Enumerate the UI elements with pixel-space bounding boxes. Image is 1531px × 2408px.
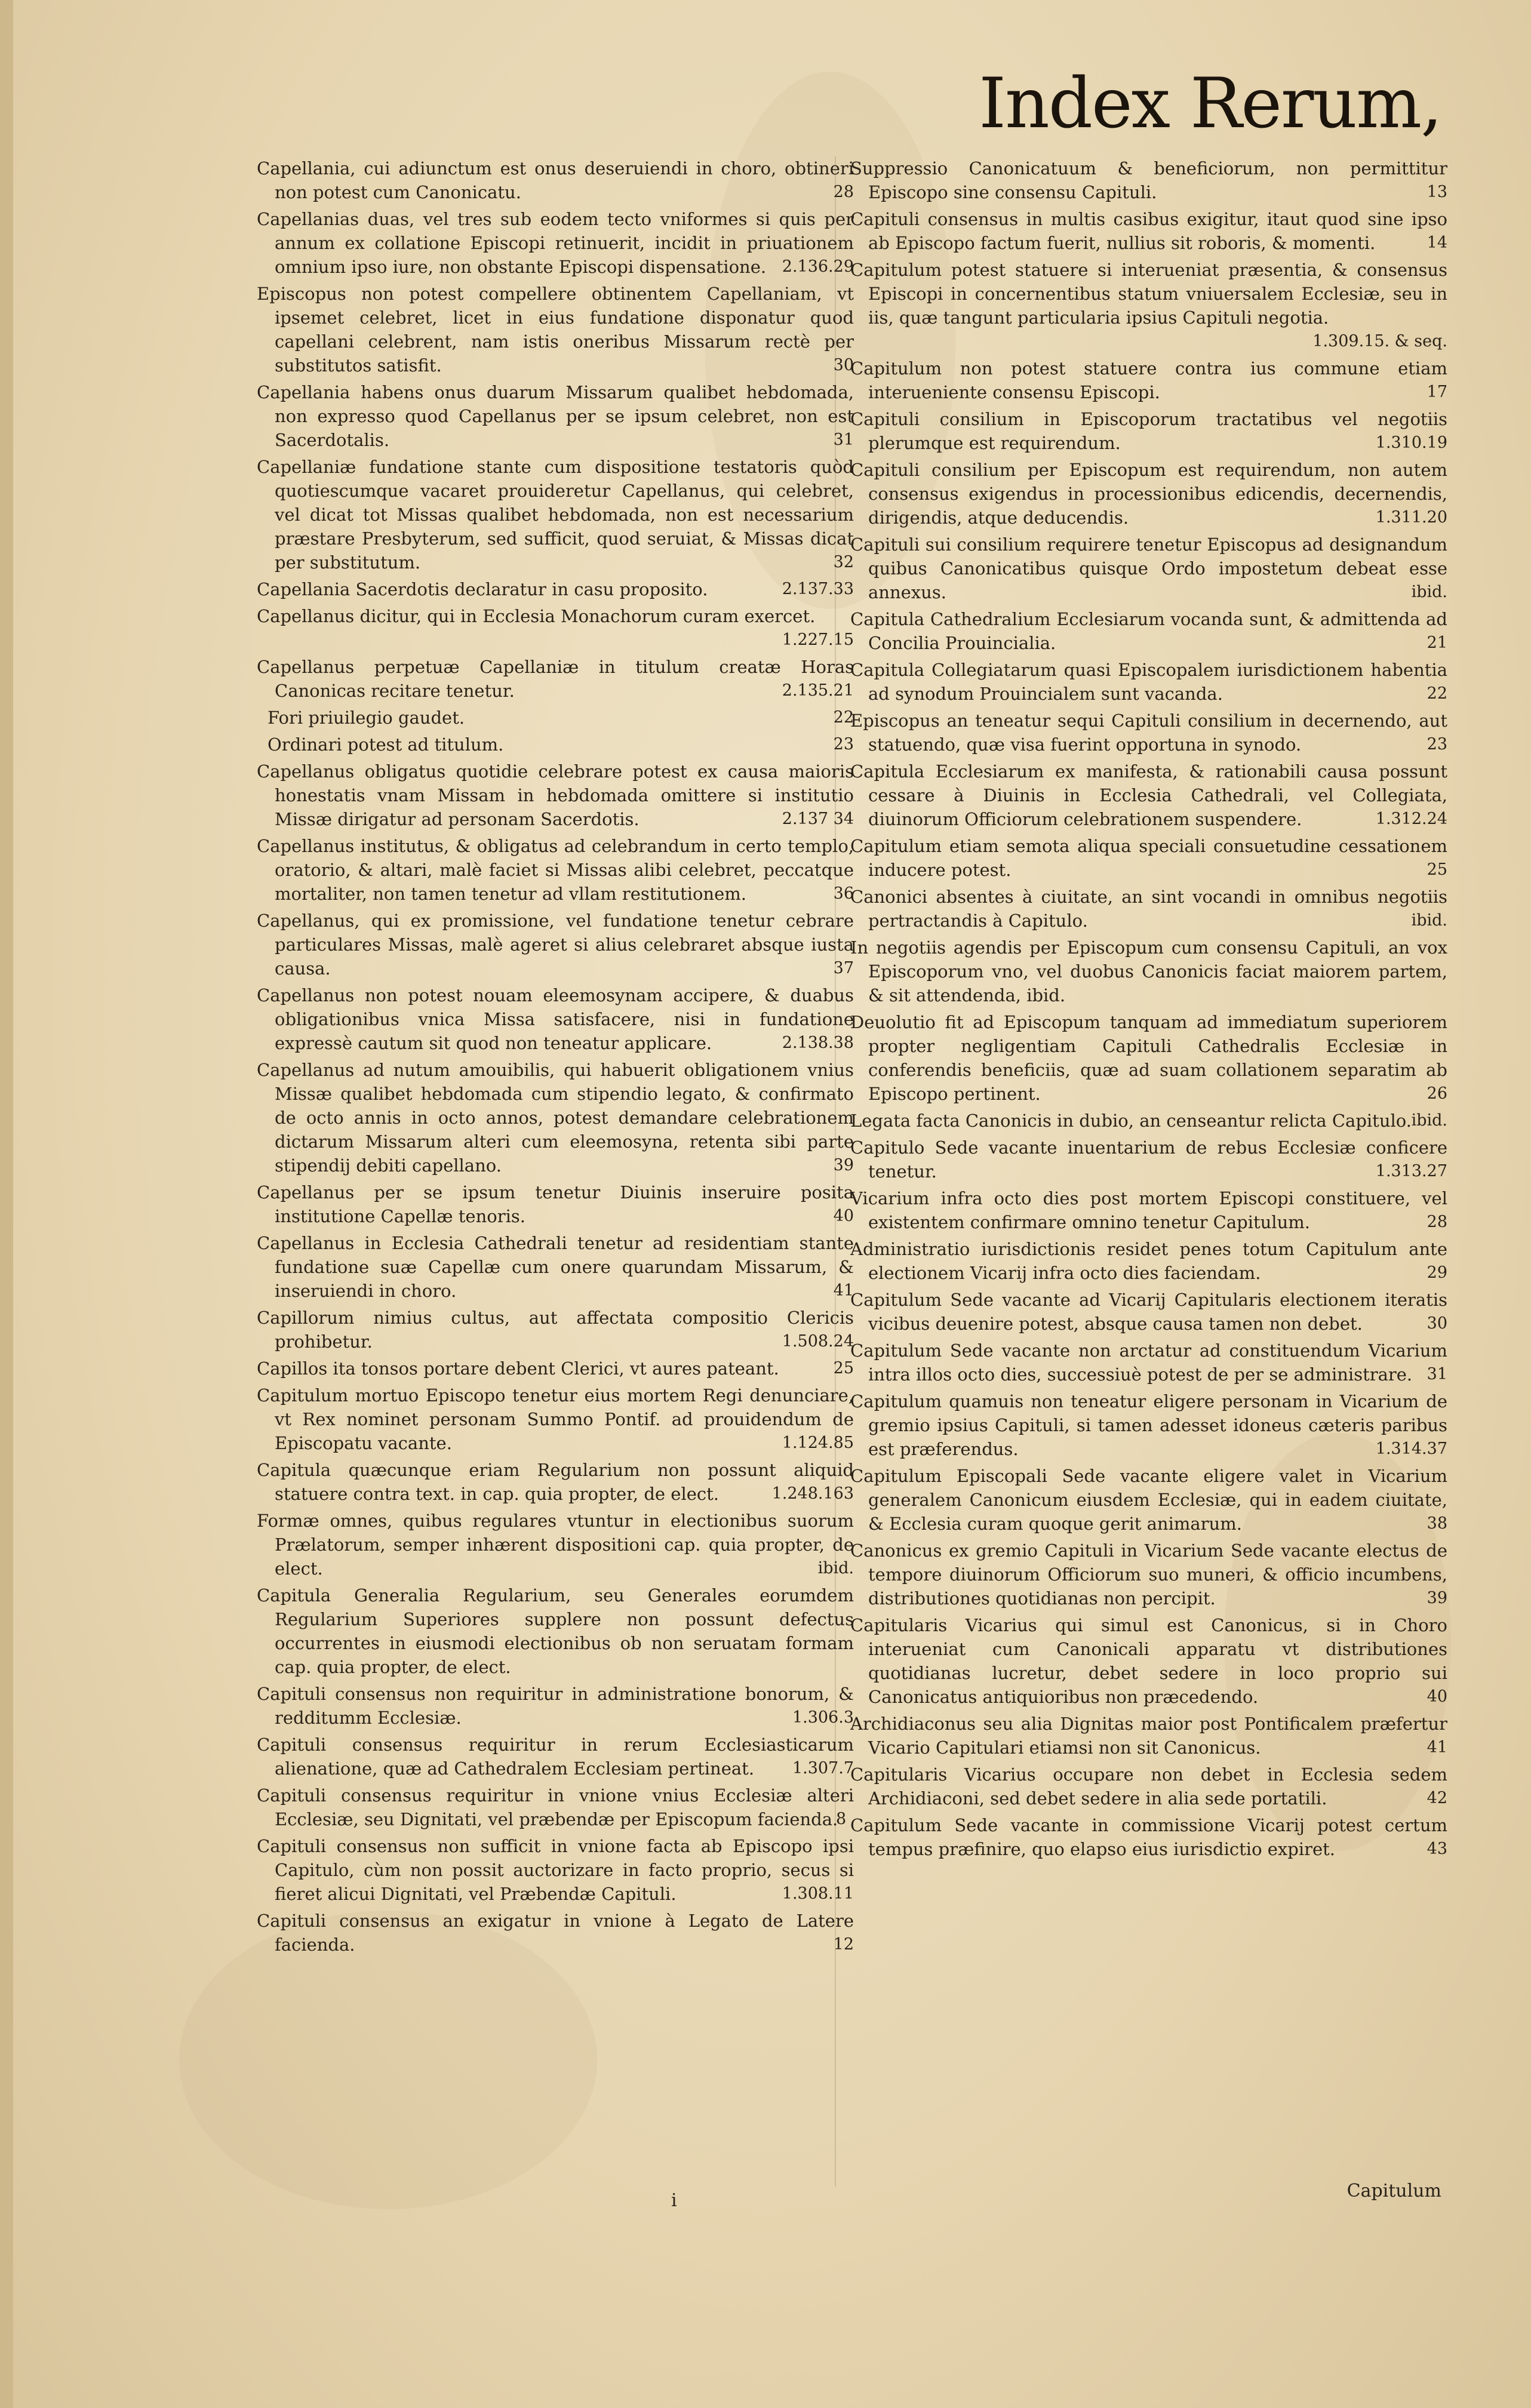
entry-reference: 2.136.29 xyxy=(782,257,854,276)
entry-reference: 30 xyxy=(1427,1314,1447,1333)
index-entry xyxy=(257,706,854,730)
entry-reference: 1.311.20 xyxy=(1375,508,1447,527)
index-entry xyxy=(850,1109,1447,1133)
entry-reference: ibid. xyxy=(1411,1111,1447,1130)
index-entry xyxy=(257,1783,854,1831)
entry-text: Capitulum non potest statuere contra ius commune etiam interueniente consensu Episcopi. xyxy=(850,358,1447,402)
index-entry xyxy=(257,380,854,452)
entry-text: Capitulum etiam semota aliqua speciali consuetudine cessationem inducere potest. xyxy=(850,836,1447,880)
index-entry xyxy=(257,1180,854,1228)
index-entry xyxy=(257,207,854,279)
entry-reference: 1.306.3 xyxy=(792,1708,854,1727)
index-entry xyxy=(850,1186,1447,1234)
entry-reference: 21 xyxy=(1427,633,1447,652)
index-entry xyxy=(257,1834,854,1906)
entry-reference: 36 xyxy=(833,884,854,903)
entry-text: Capituli consensus an exigatur in vnione à Legato de Latere facienda. xyxy=(257,1911,854,1955)
entry-text: Deuolutio fit ad Episcopum tanquam ad immediatum superiorem propter negligentiam Capituli Cathedralis Ecclesiæ in conferendis beneficiis, quæ ad suam collationem separatim ab Episcopo pertinent. xyxy=(850,1012,1447,1104)
index-entry xyxy=(257,1733,854,1780)
entry-reference: 1.307.7 xyxy=(792,1759,854,1777)
index-entry xyxy=(257,1383,854,1455)
entry-text: Suppressio Canonicatuum & beneficiorum, non permittitur Episcopo sine consensu Capituli. xyxy=(850,158,1447,202)
entry-text: Episcopus an teneatur sequi Capituli consilium in decernendo, aut statuendo, quæ visa fuerint opportuna in synodo. xyxy=(850,711,1447,755)
entry-reference: 43 xyxy=(1427,1840,1447,1858)
entry-reference: 28 xyxy=(1427,1213,1447,1231)
entry-text: Capitulum quamuis non teneatur eligere personam in Vicarium de gremio ipsius Capituli, si tamen adesset idoneus cæteris paribus est præferendus. xyxy=(850,1391,1447,1459)
index-entry xyxy=(257,834,854,906)
index-entry xyxy=(850,759,1447,831)
entry-reference: 1.124.85 xyxy=(782,1434,854,1452)
index-entry xyxy=(257,1357,854,1380)
entry-reference: 23 xyxy=(833,735,854,754)
entry-text: Capitula Generalia Regularium, seu Generales eorumdem Regularium Superiores supplere non possunt defectus occurrentes in eiusmodi electionibus ob non seruatam formam cap. quia propter, de elect. xyxy=(257,1585,854,1677)
entry-text: Capellanus, qui ex promissione, vel fundatione tenetur cebrare particulares Missas, malè ageret si alius celebraret absque iusta causa. xyxy=(257,911,854,979)
entry-reference: ibid. xyxy=(817,1559,854,1577)
index-entry xyxy=(257,604,854,652)
running-title: Index Rerum, xyxy=(979,63,1441,144)
index-entry xyxy=(850,936,1447,1007)
index-entry xyxy=(257,577,854,601)
index-entry xyxy=(257,909,854,980)
index-entry xyxy=(850,1339,1447,1386)
entry-text: Canonicus ex gremio Capituli in Vicarium Sede vacante electus de tempore diuinorum Officiorum suo muneri, & officio incumbens, distributiones quotidianas non percipit. xyxy=(850,1540,1447,1609)
entry-text: Capituli sui consilium requirere tenetur Episcopus ad designandum quibus Canonicatibus quisque Ordo impostetum debeat esse annexus. xyxy=(850,534,1447,602)
entry-reference: 42 xyxy=(1427,1789,1447,1807)
entry-text: Capitulum mortuo Episcopo tenetur eius mortem Regi denunciare, vt Rex nominet personam Summo Pontif. ad prouidendum de Episcopatu vacante. xyxy=(257,1385,854,1453)
entry-text: Capillorum nimius cultus, aut affectata compositio Clericis prohibetur. xyxy=(257,1308,854,1352)
entry-text: Capellanus institutus, & obligatus ad celebrandum in certo templo, oratorio, & altari, malè faciet si Missas alibi celebret, peccatque mortaliter, non tamen tenetur ad vllam restitutionem. xyxy=(257,836,854,904)
index-entry xyxy=(257,1509,854,1580)
index-entry xyxy=(257,1231,854,1303)
entry-text: Capellania Sacerdotis declaratur in casu proposito. xyxy=(257,579,708,599)
entry-reference: 1.248.163 xyxy=(771,1484,854,1503)
entry-reference: 22 xyxy=(833,708,854,727)
entry-text: Capellanus obligatus quotidie celebrare potest ex causa maioris honestatis vnam Missam in hebdomada omittere si institutio Missæ dirigatur ad personam Sacerdotis. xyxy=(257,761,854,829)
entry-text: Capituli consensus requiritur in rerum Ecclesiasticarum alienatione, quæ ad Cathedralem Ecclesiam pertineat. xyxy=(257,1735,854,1779)
entry-text: Capellania habens onus duarum Missarum qualibet hebdomada, non expresso quod Capellanus per se ipsum celebret, non est Sacerdotalis. xyxy=(257,382,854,450)
entry-text: Capellanus per se ipsum tenetur Diuinis inseruire posita institutione Capellæ tenoris. xyxy=(257,1182,854,1226)
entry-reference: 1.309.15. & seq. xyxy=(1312,332,1447,350)
entry-reference: 39 xyxy=(1427,1589,1447,1607)
entry-text: Capitularis Vicarius qui simul est Canonicus, si in Choro interueniat cum Canonicali apparatu vt distributiones quotidianas lucretur, debet sedere in loco proprio sui Canonicatus antiquioribus non præcedendo. xyxy=(850,1615,1447,1707)
entry-text: Capitulum Episcopali Sede vacante eligere valet in Vicarium generalem Canonicum eiusdem Ecclesiæ, qui in eadem ciuitate, & Ecclesia curam quoque gerit animarum. xyxy=(850,1466,1447,1534)
signature-mark: i xyxy=(671,2190,677,2211)
index-entry xyxy=(850,258,1447,353)
entry-text: Capituli consensus requiritur in vnione vnius Ecclesiæ alteri Ecclesiæ, seu Dignitati, vel præbendæ per Episcopum facienda. xyxy=(257,1785,854,1829)
entry-reference: 29 xyxy=(1427,1263,1447,1282)
entry-text: Fori priuilegio gaudet. xyxy=(268,708,465,728)
entry-text: Capellanus dicitur, qui in Ecclesia Monachorum curam exercet. xyxy=(257,606,816,626)
index-entry xyxy=(257,1682,854,1730)
index-entry xyxy=(850,1813,1447,1861)
index-entry xyxy=(850,458,1447,530)
index-entry xyxy=(850,533,1447,604)
entry-reference: 1.312.24 xyxy=(1375,810,1447,828)
index-entry xyxy=(850,1010,1447,1106)
entry-text: Capitula quæcunque eriam Regularium non possunt aliquid statuere contra text. in cap. quia propter, de elect. xyxy=(257,1460,854,1504)
index-entry xyxy=(257,282,854,377)
column-gutter xyxy=(835,156,836,2186)
entry-text: Capitula Collegiatarum quasi Episcopalem iurisdictionem habentia ad synodum Prouincialem sunt vacanda. xyxy=(850,660,1447,704)
entry-text: Capituli consilium in Episcoporum tractatibus vel negotiis plerumque est requirendum. xyxy=(850,409,1447,453)
entry-text: Capituli consensus in multis casibus exigitur, itaut quod sine ipso ab Episcopo factum fuerit, nullius sit roboris, & momenti. xyxy=(850,209,1447,253)
entry-text: Capitulum Sede vacante ad Vicarij Capitularis electionem iteratis vicibus deuenire potest, absque causa tamen non debet. xyxy=(850,1290,1447,1334)
entry-text: Capitulum Sede vacante non arctatur ad constituendum Vicarium intra illos octo dies, successiuè potest de per se administrare. xyxy=(850,1340,1447,1385)
index-entry xyxy=(850,156,1447,204)
entry-text: Capellaniæ fundatione stante cum dispositione testatoris quòd quotiescumque vacaret prouideretur Capellanus, qui celebret, vel dicat tot Missas qualibet hebdomada, non est necessarium præstare Presbyterum, sed sufficit, quod seruiat, & Missas dicat per substitutum. xyxy=(257,457,854,573)
entry-text: Capitulum potest statuere si interueniat præsentia, & consensus Episcopi in concernentibus statum vniuersalem Ecclesiæ, seu in iis, quæ tangunt particularia ipsius Capituli negotia. xyxy=(850,260,1447,328)
index-entry xyxy=(850,709,1447,756)
index-entry xyxy=(257,156,854,204)
entry-reference: ibid. xyxy=(1411,583,1447,601)
entry-text: Capitula Ecclesiarum ex manifesta, & rationabili causa possunt cessare à Diuinis in Ecclesia Cathedrali, vel Collegiata, diuinorum Officiorum celebrationem suspendere. xyxy=(850,761,1447,829)
entry-reference: 31 xyxy=(833,430,854,449)
entry-text: Vicarium infra octo dies post mortem Episcopi constituere, vel existentem confirmare omnino tenetur Capitulum. xyxy=(850,1188,1447,1232)
entry-text: Capitula Cathedralium Ecclesiarum vocanda sunt, & admittenda ad Concilia Prouincialia. xyxy=(850,609,1447,653)
index-entry xyxy=(257,1058,854,1177)
entry-text: Capellanus non potest nouam eleemosynam accipere, & duabus obligationibus vnica Missa satisfacere, nisi in fundatione expressè cautum sit quod non teneatur applicare. xyxy=(257,985,854,1053)
entry-reference: 40 xyxy=(833,1207,854,1225)
index-entry xyxy=(850,1712,1447,1760)
entry-reference: 28 xyxy=(833,183,854,201)
entry-text: Canonici absentes à ciuitate, an sint vocandi in omnibus negotiis pertractandis à Capitulo. xyxy=(850,887,1447,931)
entry-text: Capellanus in Ecclesia Cathedrali tenetur ad residentiam stante fundatione suæ Capellæ cum onere quarundam Missarum, & inseruiendi in choro. xyxy=(257,1233,854,1301)
entry-reference: 1.310.19 xyxy=(1375,433,1447,452)
entry-text: Administratio iurisdictionis residet penes totum Capitulum ante electionem Vicarij infra octo dies faciendam. xyxy=(850,1239,1447,1283)
entry-text: Episcopus non potest compellere obtinentem Capellaniam, vt ipsemet celebret, licet in eius fundatione disponatur quod capellani celebrent, nam istis oneribus Missarum rectè per substitutos satisfit. xyxy=(257,284,854,376)
entry-reference: 41 xyxy=(833,1281,854,1300)
index-entry xyxy=(850,407,1447,455)
entry-reference: 14 xyxy=(1427,233,1447,252)
entry-text: Capitularis Vicarius occupare non debet in Ecclesia sedem Archidiaconi, sed debet sedere in alia sede portatili. xyxy=(850,1764,1447,1809)
entry-text: Formæ omnes, quibus regulares vtuntur in electionibus suorum Prælatorum, semper inhærent dispositioni cap. quia propter, de elect. xyxy=(257,1511,854,1579)
entry-reference: 1.308.11 xyxy=(782,1884,854,1903)
index-entry xyxy=(850,1237,1447,1285)
entry-text: Capitulum Sede vacante in commissione Vicarij potest certum tempus præfinire, quo elapso eius iurisdictio expiret. xyxy=(850,1815,1447,1859)
entry-text: Capituli consilium per Episcopum est requirendum, non autem consensus exigendus in processionibus edicendis, decernendis, dirigendis, atque deducendis. xyxy=(850,460,1447,528)
index-entry xyxy=(850,1539,1447,1610)
entry-reference: ibid. xyxy=(1411,911,1447,930)
entry-reference: 13 xyxy=(1427,183,1447,201)
index-entry xyxy=(850,885,1447,933)
entry-reference: 40 xyxy=(1427,1687,1447,1706)
entry-reference: 1.227.15 xyxy=(782,631,854,649)
entry-reference: 37 xyxy=(833,959,854,977)
entry-text: Legata facta Canonicis in dubio, an censeantur relicta Capitulo. xyxy=(850,1111,1412,1131)
entry-reference: 32 xyxy=(833,553,854,571)
index-column-left xyxy=(257,156,854,2186)
index-entry xyxy=(257,1583,854,1679)
index-column-right xyxy=(850,156,1447,2186)
index-entry xyxy=(257,455,854,574)
entry-reference: 1.508.24 xyxy=(782,1332,854,1351)
index-entry xyxy=(257,1458,854,1506)
index-entry xyxy=(850,658,1447,706)
index-entry xyxy=(850,1136,1447,1183)
catchword: Capitulum xyxy=(1346,2181,1441,2201)
index-entry xyxy=(257,983,854,1055)
index-entry xyxy=(257,1306,854,1354)
index-entry xyxy=(850,1613,1447,1709)
index-entry xyxy=(257,655,854,703)
entry-text: Capellanus perpetuæ Capellaniæ in titulum creatæ Horas Canonicas recitare tenetur. xyxy=(257,657,854,701)
entry-text: In negotiis agendis per Episcopum cum consensu Capituli, an vox Episcoporum vno, vel duobus Canonicis faciat maiorem partem, & sit attendenda, ibid. xyxy=(850,937,1447,1005)
entry-text: Capellanus ad nutum amouibilis, qui habuerit obligationem vnius Missæ qualibet hebdomada cum stipendio legato, & confirmato de octo annis in octo annos, potest demandare celebrationem dictarum Missarum alteri cum eleemosyna, retenta sibi parte stipendij debiti capellano. xyxy=(257,1060,854,1176)
index-entry xyxy=(257,733,854,756)
entry-reference: 23 xyxy=(1427,735,1447,754)
entry-reference: 41 xyxy=(1427,1738,1447,1757)
index-entry xyxy=(850,607,1447,655)
entry-text: Capituli consensus non requiritur in administratione bonorum, & redditumm Ecclesiæ. xyxy=(257,1684,854,1728)
entry-reference: 22 xyxy=(1427,684,1447,703)
index-entry xyxy=(850,1763,1447,1810)
entry-text: Capillos ita tonsos portare debent Clerici, vt aures pateant. xyxy=(257,1358,779,1379)
index-entry xyxy=(850,834,1447,882)
entry-reference: 26 xyxy=(1427,1084,1447,1103)
entry-reference: 2.137 34 xyxy=(782,810,854,828)
entry-reference: 2.137.33 xyxy=(782,580,854,598)
entry-text: Archidiaconus seu alia Dignitas maior post Pontificalem præfertur Vicario Capitulari etiamsi non sit Canonicus. xyxy=(850,1714,1447,1758)
entry-reference: 8 xyxy=(836,1810,847,1828)
index-entry xyxy=(850,1389,1447,1461)
entry-reference: 38 xyxy=(1427,1514,1447,1533)
entry-reference: 1.314.37 xyxy=(1375,1440,1447,1458)
entry-text: Capellania, cui adiunctum est onus deseruiendi in choro, obtineri non potest cum Canonicatu. xyxy=(257,158,854,202)
entry-text: Capitulo Sede vacante inuentarium de rebus Ecclesiæ conficere tenetur. xyxy=(850,1137,1447,1182)
entry-reference: 12 xyxy=(833,1935,854,1954)
page-header xyxy=(0,57,1531,153)
entry-reference: 25 xyxy=(833,1359,854,1377)
index-entry xyxy=(850,1288,1447,1336)
entry-text: Capituli consensus non sufficit in vnione facta ab Episcopo ipsi Capitulo, cùm non possit auctorizare in facto proprio, secus si fieret alicui Dignitati, vel Præbendæ Capituli. xyxy=(257,1836,854,1904)
entry-reference: 17 xyxy=(1427,383,1447,401)
entry-reference: 31 xyxy=(1427,1365,1447,1383)
entry-reference: 25 xyxy=(1427,860,1447,879)
entry-text: Capellanias duas, vel tres sub eodem tecto vniformes si quis per annum ex collatione Episcopi retinuerit, incidit in priuationem omnium ipso iure, non obstante Episcopi dispensatione. xyxy=(257,209,854,277)
entry-reference: 2.138.38 xyxy=(782,1034,854,1052)
index-entry xyxy=(850,1464,1447,1536)
index-entry xyxy=(257,1909,854,1957)
entry-reference: 30 xyxy=(833,356,854,374)
index-entry xyxy=(257,759,854,831)
entry-reference: 39 xyxy=(833,1156,854,1174)
entry-text: Ordinari potest ad titulum. xyxy=(268,734,504,755)
index-entry xyxy=(850,356,1447,404)
index-entry xyxy=(850,207,1447,255)
entry-reference: 1.313.27 xyxy=(1375,1162,1447,1180)
entry-reference: 2.135.21 xyxy=(782,681,854,700)
